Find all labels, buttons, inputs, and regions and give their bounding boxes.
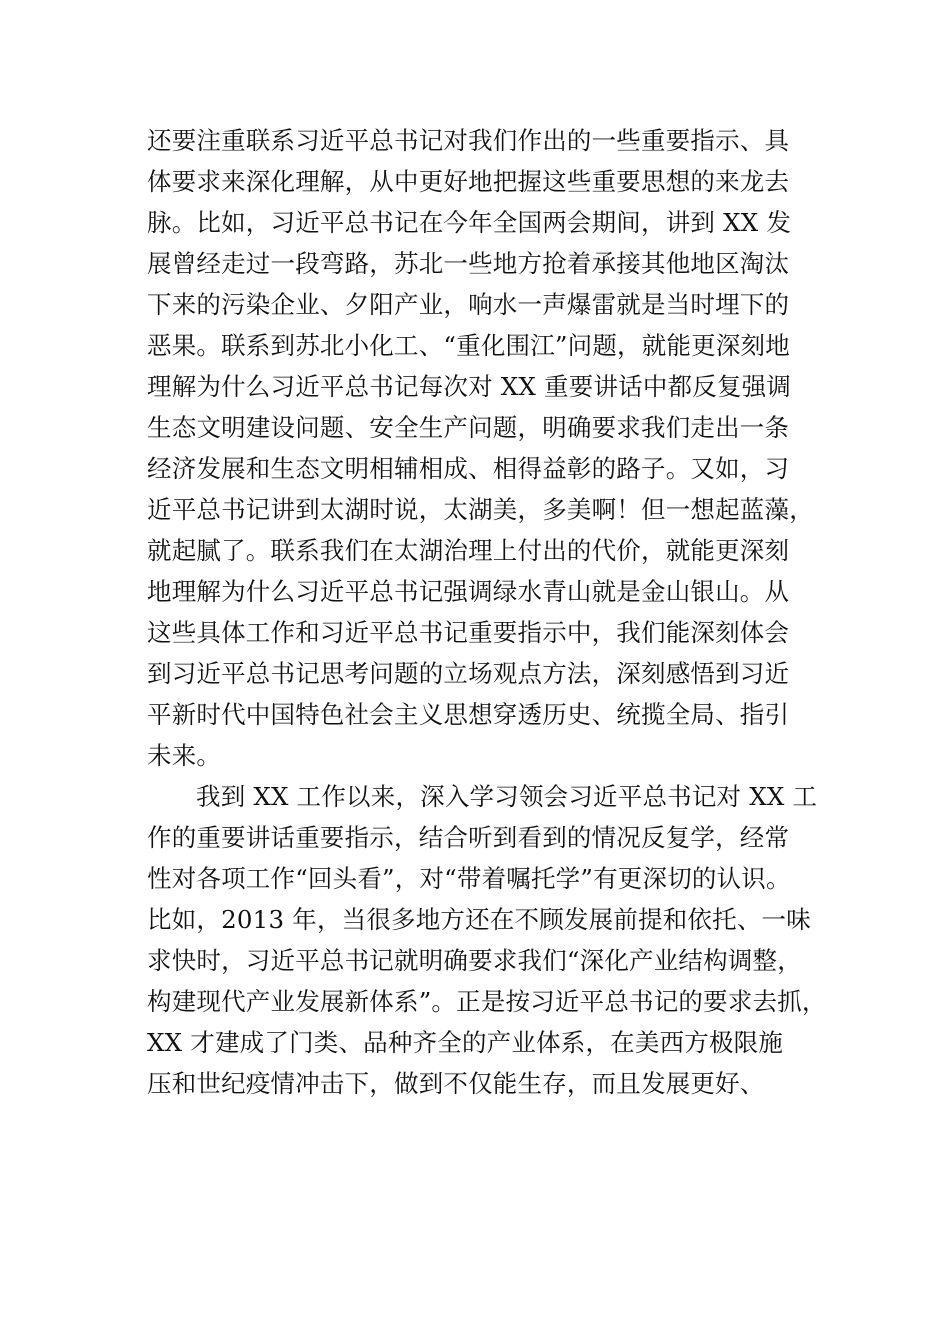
text-line: 就起腻了。联系我们在太湖治理上付出的代价，就能更深刻 [147, 536, 790, 565]
text-line: 作的重要讲话重要指示，结合听到看到的情况反复学，经常 [147, 823, 790, 852]
text-line: 下来的污染企业、夕阳产业，响水一声爆雷就是当时埋下的 [147, 290, 790, 319]
text-line: 平新时代中国特色社会主义思想穿透历史、统揽全局、指引 [147, 700, 790, 729]
text-line: 脉。比如，习近平总书记在今年全国两会期间，讲到 XX 发 [147, 208, 792, 237]
text-line: 体要求来深化理解，从中更好地把握这些重要思想的来龙去 [147, 167, 790, 196]
text-line: 压和世纪疫情冲击下，做到不仅能生存，而且发展更好、 [147, 1069, 765, 1098]
text-line: 经济发展和生态文明相辅相成、相得益彰的路子。又如，习 [147, 454, 790, 483]
text-line: 性对各项工作“回头看”，对“带着嘱托学”有更深切的认识。 [147, 864, 791, 893]
text-line: 恶果。联系到苏北小化工、“重化围江”问题，就能更深刻地 [147, 331, 790, 360]
text-line: 理解为什么习近平总书记每次对 XX 重要讲话中都反复强调 [147, 372, 792, 401]
text-line: 这些具体工作和习近平总书记重要指示中，我们能深刻体会 [147, 618, 790, 647]
text-line: 近平总书记讲到太湖时说，太湖美，多美啊！但一想起蓝藻， [147, 495, 814, 524]
text-line: 到习近平总书记思考问题的立场观点方法，深刻感悟到习近 [147, 659, 790, 688]
text-line: 求快时，习近平总书记就明确要求我们“深化产业结构调整， [147, 946, 802, 975]
text-line: 未来。 [147, 741, 222, 770]
text-line: 地理解为什么习近平总书记强调绿水青山就是金山银山。从 [147, 577, 790, 606]
text-line: 展曾经走过一段弯路，苏北一些地方抢着承接其他地区淘汰 [147, 249, 790, 278]
text-line: 我到 XX 工作以来，深入学习领会习近平总书记对 XX 工 [196, 782, 818, 811]
text-line: 构建现代产业发展新体系”。正是按习近平总书记的要求去抓， [147, 987, 827, 1016]
text-line: XX 才建成了门类、品种齐全的产业体系，在美西方极限施 [147, 1028, 784, 1057]
text-line: 比如，2013 年，当很多地方还在不顾发展前提和依托、一味 [147, 905, 811, 934]
text-line: 还要注重联系习近平总书记对我们作出的一些重要指示、具 [147, 126, 790, 155]
text-line: 生态文明建设问题、安全生产问题，明确要求我们走出一条 [147, 413, 790, 442]
